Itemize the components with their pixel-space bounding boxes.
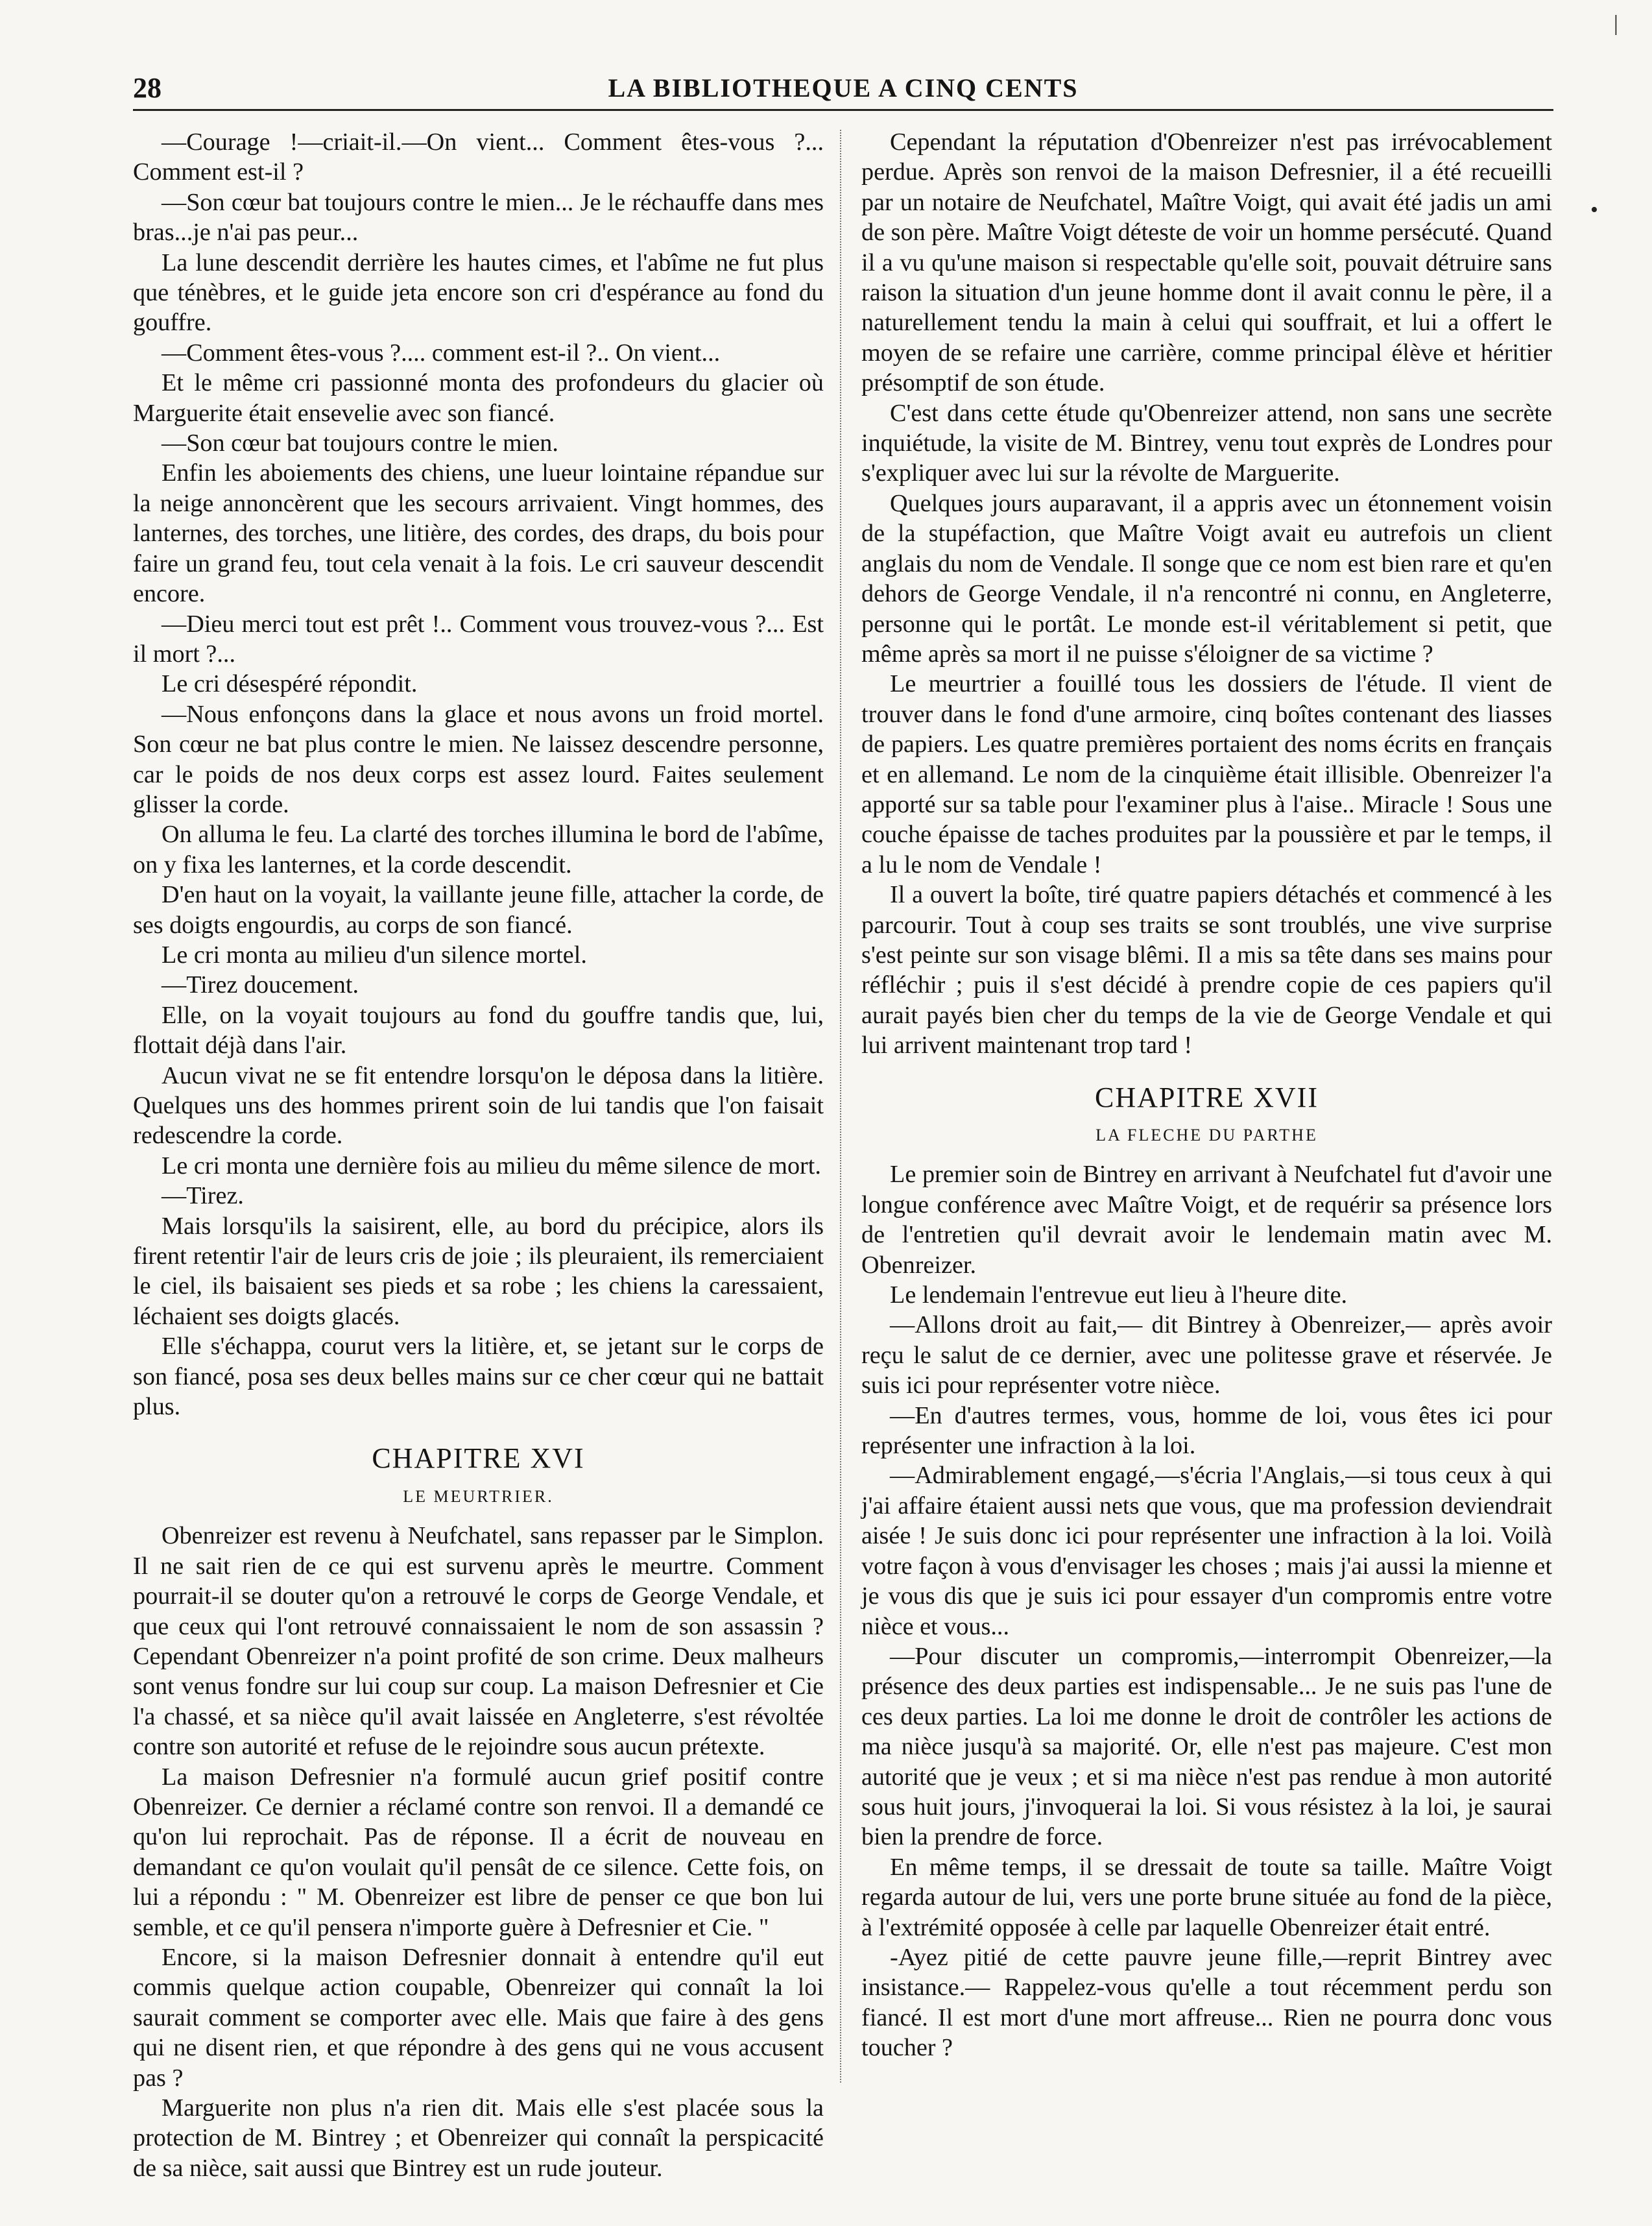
paragraph: La lune descendit derrière les hautes cimes, et l'abîme ne fut plus que ténèbres, et le guide jeta encore son cri d'espérance au fond du gouffre.	[133, 248, 824, 337]
paragraph: —Courage !—criait-il.—On vient... Comment êtes-vous ?... Comment est-il ?	[133, 128, 824, 186]
margin-mark: •	[1590, 198, 1598, 222]
paragraph: Et le même cri passionné monta des profondeurs du glacier où Marguerite était ensevelie avec son fiancé.	[133, 369, 824, 427]
left-paragraphs-after	[133, 1521, 824, 2183]
paragraph: Elle s'échappa, courut vers la litière, et, se jetant sur le corps de son fiancé, posa ses deux belles mains sur ce cher cœur qui ne battait plus.	[133, 1333, 824, 1421]
paragraph: Le meurtrier a fouillé tous les dossiers de l'étude. Il vient de trouver dans le fond d'une armoire, cinq boîtes contenant des liasses de papiers. Les quatre premières portaient des noms écrits en français et en allemand. Le nom de la cinquième était illisible. Obenreizer l'a apporté sur sa table pour l'examiner plus à l'aise.. Miracle ! Sous une couche épaisse de taches produites par la poussière et par le temps, il a lu le nom de Vendale !	[861, 670, 1552, 878]
paragraph: —Pour discuter un compromis,—interrompit Obenreizer,—la présence des deux parties est indispensable... Je ne suis pas l'une de ces deux parties. La loi me donne le droit de contrôler les actions de ma nièce jusqu'à sa majorité. Or, elle n'est pas majeure. C'est mon autorité que je veux ; et si ma nièce n'est pas rendue à mon autorité sous huit jours, j'invoquerai la loi. Si vous résistez à la loi, je saurai bien la prendre de force.	[861, 1642, 1552, 1851]
paragraph: Le cri monta une dernière fois au milieu du même silence de mort.	[162, 1152, 821, 1180]
chapter-title: CHAPITRE XVII	[1095, 1081, 1319, 1113]
paragraph: Enfin les aboiements des chiens, une lueur lointaine répandue sur la neige annoncèrent que les secours arrivaient. Vingt hommes, des lanternes, des torches, une litière, des cordes, des draps, du bois pour faire un grand feu, tout cela venait à la fois. Le cri sauveur descendit encore.	[133, 459, 824, 608]
paragraph: Le cri monta au milieu d'un silence mortel.	[162, 941, 587, 969]
paragraph: —Son cœur bat toujours contre le mien... Je le réchauffe dans mes bras...je n'ai pas peur...	[133, 188, 824, 247]
paragraph: —Comment êtes-vous ?.... comment est-il ?.. On vient...	[162, 339, 721, 367]
paragraph: Le premier soin de Bintrey en arrivant à Neufchatel fut d'avoir une longue conférence avec Maître Voigt, et de requérir sa présence lors de l'entretien qu'il devrait avoir le lendemain matin avec M. Obenreizer.	[861, 1161, 1552, 1279]
paragraph: —Nous enfonçons dans la glace et nous avons un froid mortel. Son cœur ne bat plus contre le mien. Ne laissez descendre personne, car le poids de nos deux corps est assez lourd. Faites seulement glisser la corde.	[133, 700, 824, 818]
paragraph: Le cri désespéré répondit.	[162, 670, 418, 698]
right-column	[861, 127, 1552, 2063]
paragraph: —Tirez doucement.	[162, 971, 359, 999]
chapter-title: CHAPITRE XVI	[372, 1442, 585, 1475]
paragraph: Elle, on la voyait toujours au fond du gouffre tandis que, lui, flottait déjà dans l'air.	[133, 1001, 824, 1059]
paragraph: —En d'autres termes, vous, homme de loi, vous êtes ici pour représenter une infraction à la loi.	[861, 1401, 1552, 1460]
paragraph: —Son cœur bat toujours contre le mien.	[162, 429, 558, 457]
paragraph: Marguerite non plus n'a rien dit. Mais elle s'est placée sous la protection de M. Bintrey ; et Obenreizer qui connaît la perspicacité de sa nièce, sait aussi que Bintrey est un rude jouteur.	[133, 2094, 824, 2182]
paragraph: D'en haut on la voyait, la vaillante jeune fille, attacher la corde, de ses doigts engourdis, au corps de son fiancé.	[133, 881, 824, 939]
chapter-subtitle: LE MEURTRIER.	[403, 1486, 554, 1506]
paragraph: Cependant la réputation d'Obenreizer n'est pas irrévocablement perdue. Après son renvoi de la maison Defresnier, il a été recueilli par un notaire de Neufchatel, Maître Voigt, qui avait été jadis un ami de son père. Maître Voigt déteste de voir un homme persécuté. Quand il a vu qu'une maison si respectable qu'elle soit, pouvait détruire sans raison la situation d'un jeune homme dont il avait connu le père, il a naturellement tendu la main à celui qui souffrait, et lui a offert le moyen de se refaire une carrière, comme principal élève et héritier présomptif de son étude.	[861, 128, 1552, 397]
paragraph: —Admirablement engagé,—s'écria l'Anglais,—si tous ceux à qui j'ai affaire étaient aussi nets que vous, que ma profession deviendrait aisée ! Je suis donc ici pour représenter une infraction à la loi. Voilà votre façon à vous d'envisager les choses ; mais j'ai aussi la mienne et je vous dis que je suis ici pour essayer d'un compromis entre votre nièce et vous...	[861, 1462, 1552, 1640]
right-paragraphs-before	[861, 127, 1552, 1061]
page-number: 28	[133, 72, 162, 104]
left-paragraphs-before	[133, 127, 824, 1421]
paragraph: —Allons droit au fait,— dit Bintrey à Obenreizer,— après avoir reçu le salut de ce dernier, avec une politesse grave et réservée. Je suis ici pour représenter votre nièce.	[861, 1311, 1552, 1399]
paragraph: La maison Defresnier n'a formulé aucun grief positif contre Obenreizer. Ce dernier a réclamé contre son renvoi. Il a demandé ce qu'on lui reprochait. Pas de réponse. Il a écrit de nouveau en demandant ce qu'on voulait qu'il pensât de ce silence. Cette fois, on lui a répondu : " M. Obenreizer est libre de penser ce que bon lui semble, et ce qu'il pensera n'importe guère à Defresnier et Cie. "	[133, 1763, 824, 1941]
paragraph: En même temps, il se dressait de toute sa taille. Maître Voigt regarda autour de lui, vers une porte brune située au fond de la pièce, à l'extrémité opposée à celle par laquelle Obenreizer était entré.	[861, 1853, 1552, 1941]
margin-mark: |	[1614, 12, 1618, 36]
left-column	[133, 127, 824, 2183]
page-header	[133, 64, 1553, 111]
paragraph: On alluma le feu. La clarté des torches illumina le bord de l'abîme, on y fixa les lanternes, et la corde descendit.	[133, 821, 824, 878]
paragraph: Aucun vivat ne se fit entendre lorsqu'on le déposa dans la litière. Quelques uns des hommes prirent soin de lui tandis que l'on faisait redescendre la corde.	[133, 1061, 824, 1150]
paragraph: Obenreizer est revenu à Neufchatel, sans repasser par le Simplon. Il ne sait rien de ce qui est survenu après le meurtre. Comment pourrait-il se douter qu'on a retrouvé le corps de George Vendale, et que ceux qui l'ont retrouvé connaissaient le nom de son assassin ? Cependant Obenreizer n'a point profité de son crime. Deux malheurs sont venus fondre sur lui coup sur coup. La maison Defresnier et Cie l'a chassé, et sa nièce qu'il avait laissée en Angleterre, s'est révoltée contre son autorité et refuse de le rejoindre sous aucun prétexte.	[133, 1522, 824, 1761]
paragraph: —Dieu merci tout est prêt !.. Comment vous trouvez-vous ?... Est il mort ?...	[133, 610, 824, 668]
right-paragraphs-after	[861, 1159, 1552, 2063]
chapter-subtitle: LA FLECHE DU PARTHE	[1095, 1126, 1318, 1144]
paragraph: Mais lorsqu'ils la saisirent, elle, au bord du précipice, alors ils firent retentir l'air de leurs cris de joie ; ils pleuraient, ils remerciaient le ciel, ils baisaient ses pieds et sa robe ; les chiens la caressaient, léchaient ses doigts glacés.	[133, 1212, 824, 1330]
paragraph: Quelques jours auparavant, il a appris avec un étonnement voisin de la stupéfaction, que Maître Voigt avait eu autrefois un client anglais du nom de Vendale. Il songe que ce nom est bien rare et qu'en dehors de George Vendale, il n'a rencontré ni connu, en Angleterre, personne qui le portât. Le monde est-il véritablement si petit, que même après sa mort il ne puisse s'éloigner de sa victime ?	[861, 489, 1552, 668]
column-divider	[840, 130, 841, 2083]
paragraph: C'est dans cette étude qu'Obenreizer attend, non sans une secrète inquiétude, la visite de M. Bintrey, venu tout exprès de Londres pour s'expliquer avec lui sur la révolte de Marguerite.	[861, 399, 1552, 487]
paragraph: —Tirez.	[162, 1182, 244, 1210]
paragraph: Encore, si la maison Defresnier donnait à entendre qu'il eut commis quelque action coupable, Obenreizer qui connaît la loi saurait comment se comporter avec elle. Mais que faire à des gens qui ne disent rien, et que répondre à des gens qui ne vous accusent pas ?	[133, 1943, 824, 2092]
paragraph: -Ayez pitié de cette pauvre jeune fille,—reprit Bintrey avec insistance.— Rappelez-vous qu'elle a tout récemment perdu son fiancé. Il est mort d'une mort affreuse... Rien ne pourra donc vous toucher ?	[861, 1943, 1552, 2062]
paragraph: Il a ouvert la boîte, tiré quatre papiers détachés et commencé à les parcourir. Tout à coup ses traits se sont troublés, une vive surprise s'est peinte sur son visage blêmi. Il a mis sa tête dans ses mains pour réfléchir ; puis il s'est décidé à prendre copie de ces papiers qu'il aurait payés bien cher du temps de la vie de George Vendale et qui lui arrivent maintenant trop tard !	[861, 881, 1552, 1059]
paragraph: Le lendemain l'entrevue eut lieu à l'heure dite.	[890, 1281, 1348, 1309]
running-head: LA BIBLIOTHEQUE A CINQ CENTS	[608, 73, 1079, 103]
